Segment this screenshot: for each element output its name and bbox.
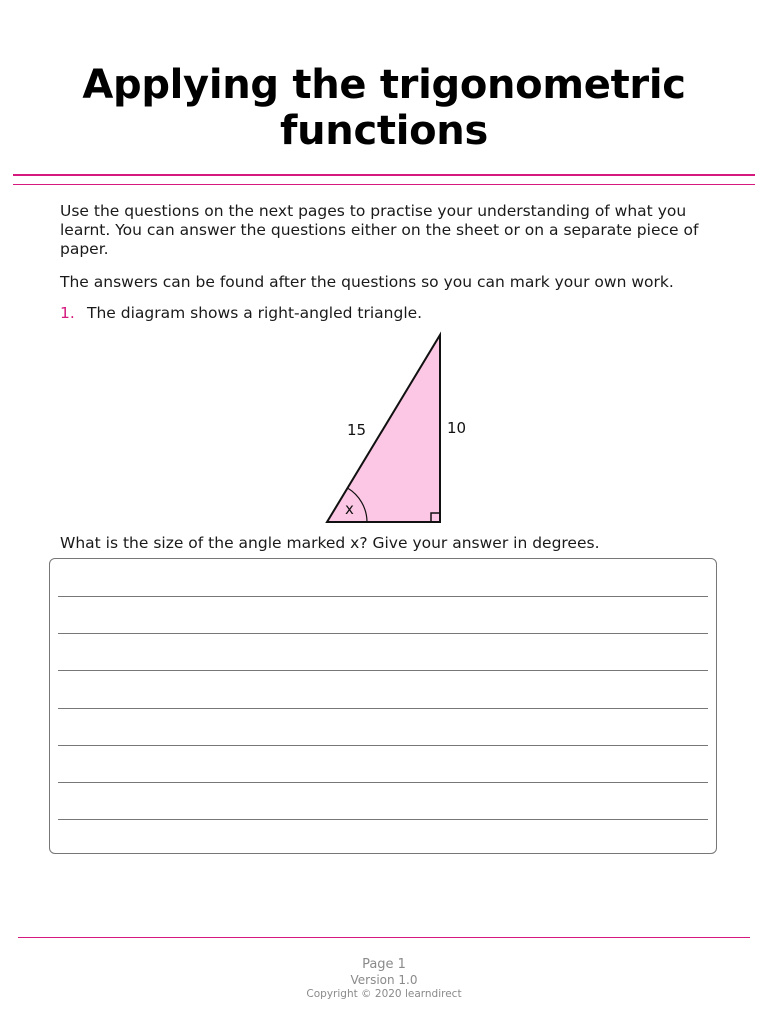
title-divider-thick [13,174,755,176]
intro-paragraph: Use the questions on the next pages to practise your understanding of what you learnt. You can answer the questions either on the sheet or on a separate piece of paper. [60,202,699,258]
title-divider-thin [13,184,755,185]
answer-line[interactable] [58,708,708,709]
answer-area[interactable] [49,558,717,854]
answer-line[interactable] [58,745,708,746]
footer-page-number: Page 1 [362,957,406,972]
footer-version: Version 1.0 [350,973,418,987]
footer-copyright: Copyright © 2020 learndirect [306,988,462,1000]
angle-x-label: x [345,500,354,518]
triangle-diagram [300,320,500,540]
title-line-1: Applying the trigonometric [82,62,686,108]
page-title [0,62,768,154]
answer-line[interactable] [58,670,708,671]
answer-line[interactable] [58,596,708,597]
answer-line[interactable] [58,819,708,820]
triangle-shape [327,335,440,522]
opposite-side-label: 10 [447,419,467,437]
question-statement: The diagram shows a right-angled triangle. [87,304,423,322]
title-line-2: functions [280,108,488,154]
question-prompt: What is the size of the angle marked x? Give your answer in degrees. [60,534,600,552]
question-number: 1. [60,304,75,322]
answer-line[interactable] [58,782,708,783]
footer-divider [18,937,750,938]
answers-note: The answers can be found after the questions so you can mark your own work. [60,273,674,291]
hypotenuse-label: 15 [347,421,367,439]
answer-line[interactable] [58,633,708,634]
